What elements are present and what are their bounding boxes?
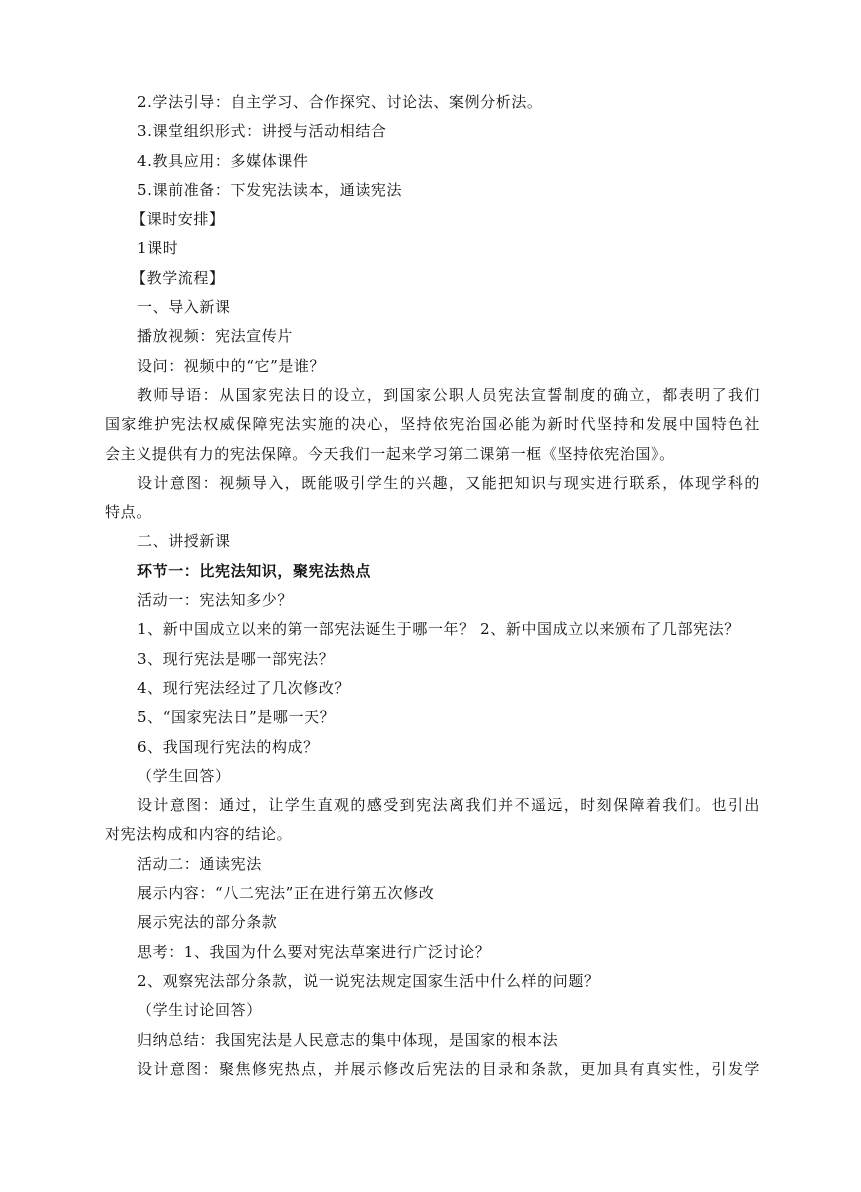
text-line: 一、导入新课 [137,298,231,317]
text-line: 2.学法引导：自主学习、合作探究、讨论法、案例分析法。 [137,93,543,111]
text-line: 设问：视频中的“它”是谁？ [137,356,326,375]
text-line: 设计意图：聚焦修宪热点，并展示修改后宪法的目录和条款，更加具有真实性，引发学 [137,1059,760,1078]
text-line: 展示宪法的部分条款 [137,913,278,932]
text-line: 3、现行宪法是哪一部宪法？ [137,649,335,668]
text-line: 展示内容：“八二宪法”正在进行第五次修改 [137,884,435,903]
text-line: 思考：1、我国为什么要对宪法草案进行广泛讨论？ [137,942,491,961]
document-body [105,88,760,1084]
text-line: 5、“国家宪法日”是哪一天？ [137,708,336,727]
text-line: 4.教具应用：多媒体课件 [137,151,309,170]
text-line: 归纳总结：我国宪法是人民意志的集中体现，是国家的根本法 [137,1030,559,1049]
text-line: 2、观察宪法部分条款，说一说宪法规定国家生活中什么样的问题？ [137,971,600,990]
text-line: 设计意图：视频导入，既能吸引学生的兴趣，又能把知识与现实进行联系，体现学科的 [137,473,760,492]
section-heading: 环节一：比宪法知识，聚宪法热点 [137,561,372,580]
text-line: 【教学流程】 [131,268,225,287]
text-line: 1、新中国成立以来的第一部宪法诞生于哪一年？ 2、新中国成立以来颁布了几部宪法？ [137,620,740,639]
text-line: （学生回答） [137,766,231,785]
text-line: 活动一：宪法知多少？ [137,591,294,610]
text-line: 活动二：通读宪法 [137,854,262,873]
text-line: 3.课堂组织形式：讲授与活动相结合 [137,122,387,141]
text-line: 6、我国现行宪法的构成？ [137,737,319,756]
text-line: 4、现行宪法经过了几次修改？ [137,678,350,697]
text-line: 特点。 [105,503,152,522]
text-line: 播放视频：宪法宣传片 [137,327,294,346]
text-line: 5.课前准备：下发宪法读本，通读宪法 [137,180,403,199]
text-line: 会主义提供有力的宪法保障。今天我们一起来学习第二课第一框《坚持依宪治国》。 [105,444,675,463]
text-line: 教师导语：从国家宪法日的设立，到国家公职人员宪法宣誓制度的确立，都表明了我们 [137,385,760,404]
text-line: 【课时安排】 [131,210,225,229]
text-line: 设计意图：通过，让学生直观的感受到宪法离我们并不遥远，时刻保障着我们。也引出 [137,796,760,815]
text-line: 二、讲授新课 [137,532,231,551]
text-line: 对宪法构成和内容的结论。 [105,825,293,844]
text-line: 国家维护宪法权威保障宪法实施的决心，坚持依宪治国必能为新时代坚持和发展中国特色社 [105,415,760,434]
text-line: （学生讨论回答） [137,1001,262,1020]
text-line: 1课时 [137,239,179,258]
